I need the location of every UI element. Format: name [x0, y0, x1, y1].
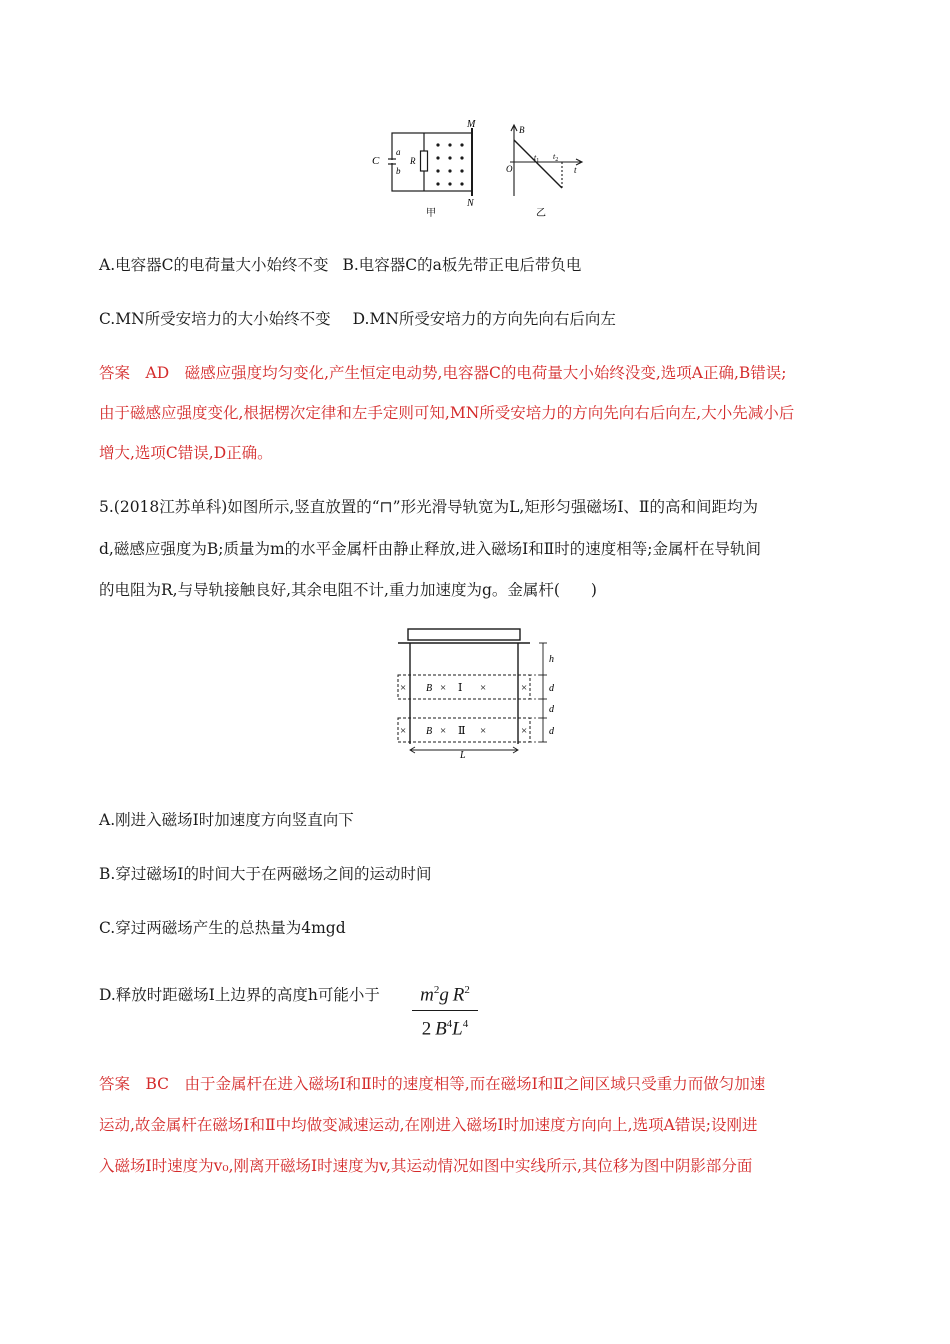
q5-option-a: A.刚进入磁场Ⅰ时加速度方向竖直向下	[99, 811, 354, 829]
field2-B: B	[426, 726, 433, 737]
fraction-denominator: 2 $B^4L^4$	[421, 1018, 469, 1040]
field1-numeral: Ⅰ	[458, 682, 463, 694]
graph-t2: $t_2$	[553, 152, 559, 163]
q5-option-c: C.穿过两磁场产生的总热量为4mgd	[99, 919, 346, 937]
q5-stem-line3: 的电阻为R,与导轨接触良好,其余电阻不计,重力加速度为g。金属杆( )	[99, 581, 597, 599]
dim-d3: d	[549, 726, 554, 737]
label-R: R	[410, 156, 416, 166]
graph-O: O	[506, 164, 513, 174]
figure-rails-magnetic-fields	[390, 626, 570, 760]
q4-options-row2	[99, 309, 616, 329]
field2-cross-edge: ×	[521, 725, 528, 737]
q5-answer-line1: 答案 BC 由于金属杆在进入磁场Ⅰ和Ⅱ时的速度相等,而在磁场Ⅰ和Ⅱ之间区域只受重力而做匀加速	[99, 1075, 766, 1093]
dim-h: h	[549, 654, 554, 665]
label-M: M	[467, 119, 476, 130]
caption-yi: 乙	[536, 208, 546, 219]
label-C: C	[372, 155, 380, 167]
q4-option-b: B.电容器C的a板先带正电后带负电	[342, 256, 582, 274]
graph-B: B	[519, 125, 525, 135]
q4-options-row1	[99, 255, 581, 275]
fraction-numerator: $m^2g$ $R^2$	[412, 978, 478, 1011]
dim-d2: d	[549, 704, 554, 715]
field2-numeral: Ⅱ	[458, 725, 466, 737]
q4-option-a: A.电容器C的电荷量大小始终不变	[99, 256, 329, 274]
field1-B: B	[426, 683, 433, 694]
q5-option-b: B.穿过磁场Ⅰ的时间大于在两磁场之间的运动时间	[99, 865, 432, 883]
caption-jia: 甲	[426, 208, 436, 219]
q4-answer-line2: 由于磁感应强度变化,根据楞次定律和左手定则可知,MN所受安培力的方向先向右后向左,大小先减小后	[99, 404, 795, 422]
q5-answer-line3: 入磁场Ⅰ时速度为v₀,刚离开磁场Ⅰ时速度为v,其运动情况如图中实线所示,其位移为图中阴影部分面	[99, 1157, 753, 1175]
q5-answer-line2: 运动,故金属杆在磁场Ⅰ和Ⅱ中均做变减速运动,在刚进入磁场Ⅰ时加速度方向向上,选项A错误;设刚进	[99, 1116, 758, 1134]
q4-option-c: C.MN所受安培力的大小始终不变	[99, 310, 331, 328]
label-b: b	[396, 166, 401, 176]
field2-cross-mid: ×	[440, 725, 447, 737]
q4-answer-line3: 增大,选项C错误,D正确。	[99, 444, 273, 462]
q5-stem-line2: d,磁感应强度为B;质量为m的水平金属杆由静止释放,进入磁场Ⅰ和Ⅱ时的速度相等;金属杆在导轨间	[99, 540, 761, 558]
field1-cross-edge: ×	[521, 682, 528, 694]
field2-cross-right: ×	[480, 725, 487, 737]
figure-circuit-and-graph	[360, 118, 600, 222]
graph-t: t	[574, 165, 577, 175]
label-N: N	[467, 198, 474, 209]
field2-cross-left: ×	[400, 725, 407, 737]
q4-option-d: D.MN所受安培力的方向先向右后向左	[352, 310, 616, 328]
dim-d1: d	[549, 683, 554, 694]
field1-cross-right: ×	[480, 682, 487, 694]
field1-cross-mid: ×	[440, 682, 447, 694]
q5-option-d: D.释放时距磁场Ⅰ上边界的高度h可能小于	[99, 986, 380, 1004]
label-a: a	[396, 147, 401, 157]
q4-answer-line1: 答案 AD 磁感应强度均匀变化,产生恒定电动势,电容器C的电荷量大小始终没变,选项A正确,B错误;	[99, 364, 787, 382]
graph-t1: $t_1$	[534, 153, 540, 164]
dim-L: L	[460, 750, 466, 760]
field1-cross-left: ×	[400, 682, 407, 694]
height-fraction	[412, 978, 478, 1043]
q5-stem-line1: 5.(2018江苏单科)如图所示,竖直放置的“⊓”形光滑导轨宽为L,矩形匀强磁场Ⅰ、Ⅱ的高和间距均为	[99, 498, 758, 516]
